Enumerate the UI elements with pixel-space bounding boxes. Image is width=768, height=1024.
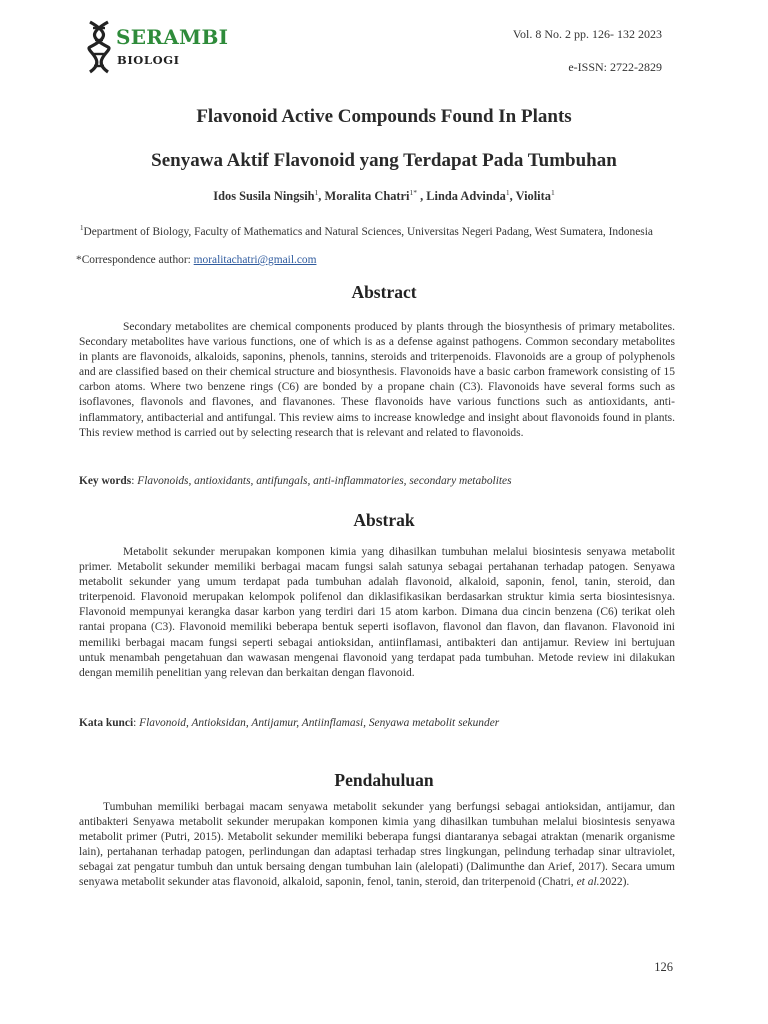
page-number: 126	[654, 960, 673, 974]
author-name: Linda Advinda	[426, 189, 506, 204]
abstrak-text: Metabolit sekunder merupakan komponen kimia yang dihasilkan tumbuhan melalui biosintesis senyawa metabolit primer. Metabolit sekunder memiliki berbagai macam fungsi salah satunya sebagai pertahanan terhadap patogen. Senyawa metabolit sekunder yang umum terdapat pada tumbuhan adalah flavonoid, alkaloid, saponin, fenol, tanin, steroid, dan triterpenoid. Flavonoid merupakan kelompok polifenol dan diklasifikasikan berdasarkan struktur kimia serta biosintesisnya. Flavonoid mempunyai kerangka dasar karbon yang terdiri dari 15 atom karbon. Dimana dua cincin benzena (C6) terikat oleh rantai propana (C3). Flavonoid memiliki beberapa bentuk seperti isoflavon, flavonol dan flavon, dan flavanon. Flavonoid ini memiliki berbagai macam fungsi seperti sebagai antioksidan, antiinflamasi, antibakteri dan antijamur. Review ini bertujuan untuk menambah pengetahuan dan wawasan mengenai flavonoid yang terdapat pada tumbuhan. Metode review ini dilakukan dengan memilih penelitian yang relevan dan berkaitan dengan flavonoid.	[79, 546, 675, 679]
abstrak-heading: Abstrak	[353, 510, 415, 530]
keywords-label: Key words	[79, 475, 132, 487]
author-list	[0, 188, 768, 204]
intro-text-end: 2022).	[599, 876, 630, 889]
journal-logo	[86, 20, 229, 74]
author-sup: 1	[314, 188, 319, 197]
abstrak-keywords: Kata kunci: Flavonoid, Antioksidan, Antijamur, Antiinflamasi, Senyawa metabolit sekunder	[79, 717, 500, 729]
author-name: Violita	[515, 189, 551, 204]
intro-text	[79, 800, 675, 891]
correspondence-label: *Correspondence author:	[76, 254, 194, 266]
author-sep: ,	[417, 189, 427, 204]
affiliation	[80, 221, 675, 240]
correspondence	[76, 254, 316, 266]
title-english: Flavonoid Active Compounds Found In Plants	[196, 106, 572, 127]
author-sup: 1	[505, 188, 510, 197]
journal-volume: Vol. 8 No. 2 pp. 126- 132 2023	[512, 27, 662, 41]
correspondence-email-link[interactable]: moralitachatri@gmail.com	[193, 254, 317, 266]
author-sup: 1	[550, 188, 555, 197]
author-sep: ,	[318, 189, 325, 204]
affiliation-text: Department of Biology, Faculty of Mathematics and Natural Sciences, Universitas Negeri Padang, West Sumatera, Indonesia	[83, 225, 653, 238]
author-sep: ,	[509, 189, 516, 204]
journal-issn: e-ISSN: 2722-2829	[568, 60, 662, 74]
kata-kunci-label: Kata kunci	[79, 717, 134, 729]
abstract-heading: Abstract	[351, 282, 417, 302]
affiliation-sup: 1	[80, 224, 84, 232]
kata-kunci-list: Flavonoid, Antioksidan, Antijamur, Antiinflamasi, Senyawa metabolit sekunder	[139, 717, 500, 729]
intro-text-main: Tumbuhan memiliki berbagai macam senyawa metabolit sekunder yang berfungsi sebagai antioksidan, antijamur, dan antibakteri Senyawa metabolit sekunder merupakan komponen kimia yang dihasilkan tumbuhan melalui biosintesis senyawa metabolit primer (Putri, 2015). Metabolit sekunder memiliki beberapa fungsi diantaranya sebagai atraktan (menarik organisme lain), pertahanan terhadap patogen, perlindungan dan adaptasi terhadap stres lingkungan, pelindung terhadap sinar ultraviolet, sebagai zat pengatur tumbuh dan untuk bersaing dengan tumbuhan lain (alelopati) (Dalimunthe dan Arief, 2017). Secara umum senyawa metabolit sekunder atas flavonoid, alkaloid, saponin, fenol, tanin, steroid, dan triterpenoid (Chatri,	[79, 801, 675, 889]
logo-name: SERAMBI	[116, 25, 229, 49]
title-indonesian: Senyawa Aktif Flavonoid yang Terdapat Pada Tumbuhan	[151, 150, 617, 171]
author-name: Idos Susila Ningsih	[213, 189, 315, 204]
abstract-keywords: Key words: Flavonoids, antioxidants, antifungals, anti-inflammatories, secondary metabolites	[79, 475, 512, 487]
abstract-text: Secondary metabolites are chemical components produced by plants through the biosynthesis of primary metabolites. Secondary metabolites have various functions, one of which is as a defense against pathogens. Common secondary metabolites in plants are flavonoids, alkaloids, saponins, phenols, tannins, steroids and triterpenoids. Flavonoids are a group of polyphenols and are classified based on their chemical structure and biosynthesis. Flavonoids have a basic carbon framework consisting of 15 carbon atoms. Where two benzene rings (C6) are bonded by a propane chain (C3). Flavonoids have several forms such as isoflavones, flavonols and flavones, and flavanones. These flavonoids have various functions such as antioxidants, anti-inflammatory, antibacterial and antifungal. This review aims to increase knowledge and insight about flavonoids found in plants. This review method is carried out by selecting research that is relevant and related to flavonoids.	[79, 321, 675, 439]
author-name: Moralita Chatri	[324, 189, 410, 204]
intro-text-italic: et al.	[576, 876, 600, 889]
author-sup: 1*	[409, 188, 417, 197]
intro-heading: Pendahuluan	[334, 770, 434, 790]
logo-subtitle: BIOLOGI	[117, 53, 180, 67]
keywords-list: Flavonoids, antioxidants, antifungals, anti-inflammatories, secondary metabolites	[137, 475, 512, 487]
dna-helix-icon	[86, 20, 112, 74]
